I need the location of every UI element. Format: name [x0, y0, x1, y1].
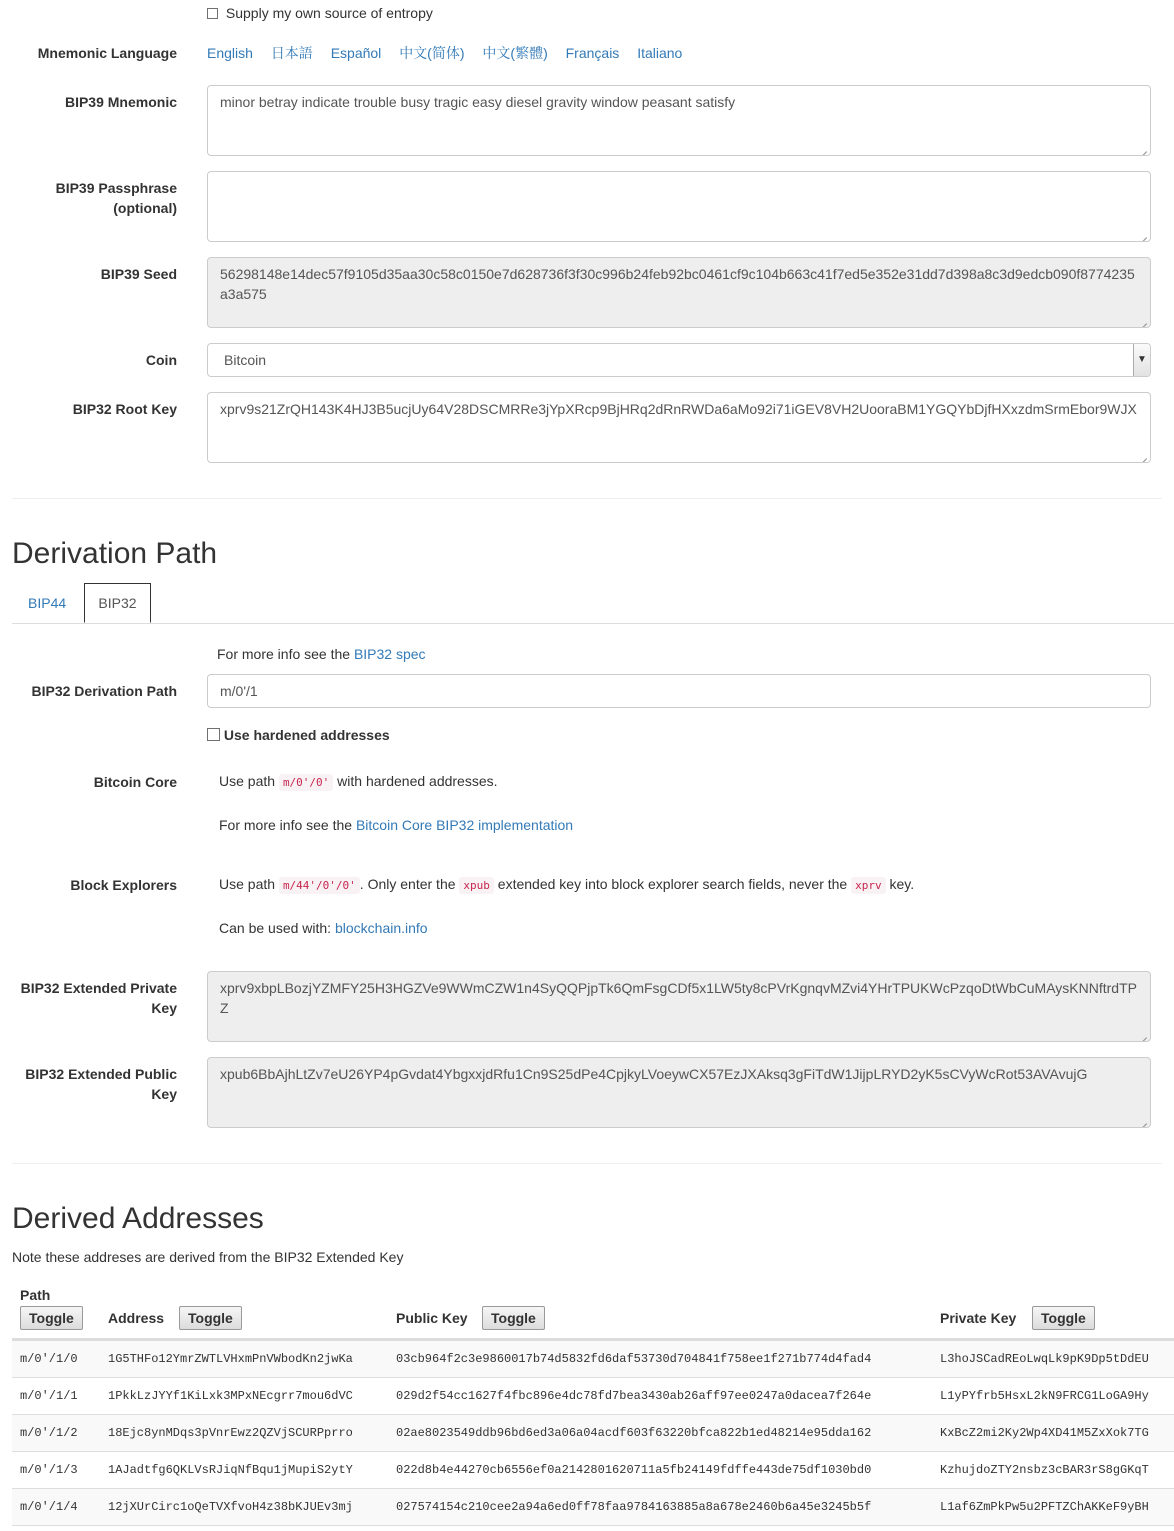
- block-explorers-use-prefix: Use path: [219, 876, 279, 892]
- bip32-spec-link[interactable]: BIP32 spec: [353, 646, 426, 662]
- resize-grip-icon[interactable]: [1139, 1030, 1147, 1038]
- ext-private-key-textarea[interactable]: [207, 971, 1151, 1042]
- language-link-french[interactable]: Français: [565, 45, 620, 61]
- bitcoin-core-info: [219, 815, 573, 835]
- tab-bip44[interactable]: [14, 583, 80, 623]
- ext-public-key-textarea[interactable]: [207, 1057, 1151, 1128]
- row-path: m/0'/1/1: [20, 1389, 78, 1403]
- row-private-key: L3hoJSCadREoLwqLk9pK9Dp5tDdEU: [940, 1352, 1149, 1366]
- coin-label: Coin: [145, 352, 177, 368]
- row-address: 1PkkLzJYYf1KiLxk3MPxNEcgrr7mou6dVC: [108, 1389, 353, 1403]
- ext-public-key-label-line2: Key: [151, 1086, 177, 1102]
- col-path-label: Path: [20, 1287, 51, 1303]
- bip32-root-key-textarea[interactable]: [207, 392, 1151, 463]
- row-path: m/0'/1/0: [20, 1352, 78, 1366]
- row-address: 1G5THFo12YmrZWTLVHxmPnVWbodKn2jwKa: [108, 1352, 353, 1366]
- bip39-passphrase-label-line1: BIP39 Passphrase: [55, 180, 177, 196]
- resize-grip-icon[interactable]: [1139, 230, 1147, 238]
- bip39-passphrase-label-line2: (optional): [113, 200, 177, 216]
- resize-grip-icon[interactable]: [1139, 451, 1147, 459]
- language-link-italian[interactable]: Italiano: [637, 45, 683, 61]
- derived-addresses-note: Note these addreses are derived from the BIP32 Extended Key: [12, 1249, 404, 1265]
- table-row: [12, 1488, 1174, 1526]
- row-public-key: 03cb964f2c3e9860017b74d5832fd6daf53730d704841f758ee1f271b774d4fad4: [396, 1352, 872, 1366]
- row-public-key: 029d2f54cc1627f4fbc896e4dc78fd7bea3430ab26aff97ee0247a0dacea7f264e: [396, 1389, 872, 1403]
- ext-public-key-value: xpub6BbAjhLtZv7eU26YP4pGvdat4YbgxxjdRfu1Cn9S25dPe4CpjkyLVoeywCX57EzJXAksq3gFiTdW1JijpLRYD2yK5sCVyWcRot53AVAvujG: [220, 1066, 1088, 1082]
- hardened-label[interactable]: Use hardened addresses: [223, 727, 390, 743]
- bip32-spec-info: [217, 644, 426, 664]
- section-divider: [12, 498, 1162, 499]
- language-link-japanese[interactable]: 日本語: [270, 45, 313, 61]
- mnemonic-language-label: Mnemonic Language: [37, 45, 177, 61]
- derived-addresses-heading: Derived Addresses: [12, 1202, 264, 1235]
- row-address: 18Ejc8ynMDqs3pVnrEwz2QZVjSCURPprro: [108, 1426, 353, 1440]
- table-row: [12, 1451, 1174, 1489]
- row-public-key: 022d8b4e44270cb6556ef0a2142801620711a5fb24149fdffe443de75df1030bd0: [396, 1463, 872, 1477]
- row-address: 1AJadtfg6QKLVsRJiqNfBqu1jMupiS2ytY: [108, 1463, 353, 1477]
- toggle-public-key-button[interactable]: Toggle: [482, 1306, 545, 1330]
- bip32-spec-info-prefix: For more info see the: [217, 646, 354, 662]
- row-private-key: L1yPYfrb5HsxL2kN9FRCG1LoGA9Hy: [940, 1389, 1149, 1403]
- language-link-english[interactable]: English: [207, 45, 253, 61]
- ext-public-key-label-line1: BIP32 Extended Public: [25, 1066, 177, 1082]
- row-address: 12jXUrCirc1oQeTVXfvoH4z38bKJUEv3mj: [108, 1500, 353, 1514]
- ext-private-key-value: xprv9xbpLBozjYZMFY25H3HGZVe9WWmCZW1n4SyQQPjpTk6QmFsgCDf5x1LW5ty8cPVrKgnqvMZvi4YHrTPUKWcPzqoDtWbCuMAysKNNftrdTPZ: [220, 980, 1137, 1016]
- ext-private-key-label-line2: Key: [151, 1000, 177, 1016]
- toggle-path-button[interactable]: Toggle: [20, 1306, 83, 1330]
- section-divider: [12, 1163, 1162, 1164]
- bip32-derivation-path-label: BIP32 Derivation Path: [31, 683, 177, 699]
- row-private-key: KzhujdoZTY2nsbz3cBAR3rS8gGKqT: [940, 1463, 1149, 1477]
- bip39-seed-value: 56298148e14dec57f9105d35aa30c58c0150e7d628736f3f30c996b24feb92bc0461cf9c104b663c41f7ed5e352e31dd7d398a8c3d9edcb090f8774235a3a575: [220, 266, 1135, 302]
- bip39-passphrase-label: [56, 178, 177, 218]
- bip39-mnemonic-textarea[interactable]: [207, 85, 1151, 156]
- tabs-baseline: [12, 623, 1174, 624]
- col-address-label: Address: [108, 1310, 165, 1326]
- entropy-checkbox-label[interactable]: Supply my own source of entropy: [225, 5, 433, 21]
- bitcoin-core-implementation-link[interactable]: Bitcoin Core BIP32 implementation: [355, 817, 574, 833]
- ext-public-key-label: [25, 1064, 177, 1104]
- chevron-down-icon[interactable]: ▼: [1133, 344, 1150, 376]
- ext-private-key-label: [21, 978, 177, 1018]
- entropy-checkbox[interactable]: [207, 8, 218, 19]
- resize-grip-icon[interactable]: [1139, 1116, 1147, 1124]
- tab-bip44-label[interactable]: BIP44: [28, 595, 67, 611]
- resize-grip-icon[interactable]: [1139, 144, 1147, 152]
- row-public-key: 027574154c210cee2a94a6ed0ff78faa9784163885a8a678e2460b6a45e3245b5f: [396, 1500, 872, 1514]
- bip32-root-key-label: BIP32 Root Key: [72, 401, 177, 417]
- table-row: [12, 1414, 1174, 1452]
- table-bottom-border: [12, 1525, 1174, 1526]
- tab-bip32[interactable]: [84, 583, 151, 623]
- derivation-path-heading: Derivation Path: [12, 537, 218, 570]
- toggle-address-button[interactable]: Toggle: [179, 1306, 242, 1330]
- bip32-derivation-path-value: m/0'/1: [220, 683, 258, 699]
- blockchain-info-link[interactable]: blockchain.info: [334, 920, 428, 936]
- language-link-chinese-traditional[interactable]: 中文(繁體): [482, 45, 548, 61]
- block-explorers-mid2: extended key into block explorer search fields, never the: [493, 876, 852, 892]
- hardened-checkbox[interactable]: [207, 728, 220, 741]
- bip32-derivation-path-input[interactable]: [207, 674, 1151, 708]
- bip39-seed-textarea[interactable]: [207, 257, 1151, 328]
- bip39-passphrase-textarea[interactable]: [207, 171, 1151, 242]
- xpub-code: xpub: [459, 877, 494, 894]
- block-explorers-path-code: m/44'/0'/0': [279, 877, 360, 894]
- coin-selected-value: Bitcoin: [224, 352, 267, 368]
- toggle-private-key-button[interactable]: Toggle: [1032, 1306, 1095, 1330]
- bip39-seed-label: BIP39 Seed: [100, 266, 177, 282]
- col-private-key-label: Private Key: [940, 1310, 1017, 1326]
- bip39-mnemonic-label: BIP39 Mnemonic: [64, 94, 177, 110]
- bitcoin-core-label: Bitcoin Core: [93, 774, 177, 790]
- language-links: [207, 43, 682, 63]
- bitcoin-core-usage: [219, 771, 498, 793]
- block-explorers-used-with-prefix: Can be used with:: [219, 920, 335, 936]
- block-explorers-usage: [219, 874, 914, 896]
- row-private-key: L1af6ZmPkPw5u2PFTZChAKKeF9yBH: [940, 1500, 1149, 1514]
- xprv-code: xprv: [851, 877, 886, 894]
- block-explorers-suffix: key.: [885, 876, 915, 892]
- row-public-key: 02ae8023549ddb96bd6ed3a06a04acdf603f63220bfca822b1ed48214e95dda162: [396, 1426, 872, 1440]
- bip39-mnemonic-value: minor betray indicate trouble busy tragic easy diesel gravity window peasant satisfy: [220, 94, 736, 110]
- tab-bip32-label[interactable]: BIP32: [98, 595, 137, 611]
- block-explorers-label: Block Explorers: [70, 877, 177, 893]
- block-explorers-used-with: [219, 918, 428, 938]
- bip32-root-key-value: xprv9s21ZrQH143K4HJ3B5ucjUy64V28DSCMRRe3jYpXRcp9BjHRq2dRnRWDa6aMo92i71iGEV8VH2UooraBM1YGQYbDjfHXxzdmSrmEbor9WJX: [220, 401, 1137, 417]
- table-row: [12, 1340, 1174, 1378]
- entropy-option[interactable]: [207, 4, 433, 22]
- row-path: m/0'/1/3: [20, 1463, 78, 1477]
- bitcoin-core-path-code: m/0'/0': [279, 774, 333, 791]
- bitcoin-core-info-prefix: For more info see the: [219, 817, 356, 833]
- row-private-key: KxBcZ2mi2Ky2Wp4XD41M5ZxXok7TG: [940, 1426, 1149, 1440]
- language-link-chinese-simplified[interactable]: 中文(简体): [399, 45, 465, 61]
- bitcoin-core-use-suffix: with hardened addresses.: [333, 773, 498, 789]
- bitcoin-core-use-prefix: Use path: [219, 773, 279, 789]
- language-link-spanish[interactable]: Español: [330, 45, 382, 61]
- coin-select[interactable]: [207, 343, 1151, 377]
- table-row: [12, 1377, 1174, 1415]
- hardened-option[interactable]: [207, 726, 390, 744]
- resize-grip-icon[interactable]: [1139, 316, 1147, 324]
- row-path: m/0'/1/4: [20, 1500, 78, 1514]
- ext-private-key-label-line1: BIP32 Extended Private: [20, 980, 177, 996]
- col-public-key-label: Public Key: [396, 1310, 468, 1326]
- block-explorers-mid1: . Only enter the: [359, 876, 460, 892]
- row-path: m/0'/1/2: [20, 1426, 78, 1440]
